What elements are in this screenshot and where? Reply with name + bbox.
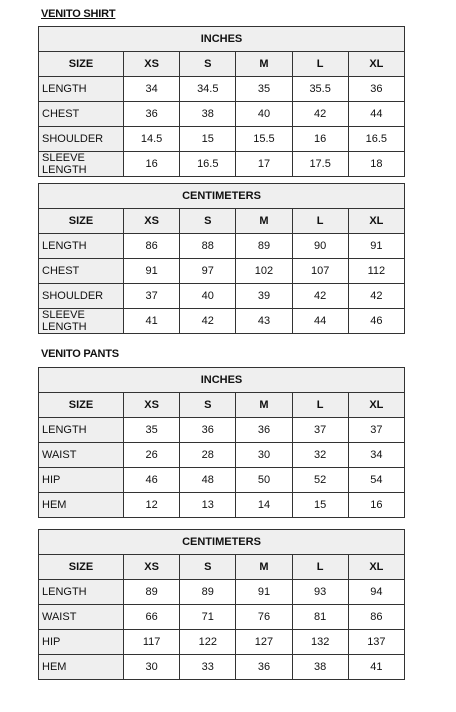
measurement-value: 40 xyxy=(180,284,236,309)
measurement-label: LENGTH xyxy=(39,418,124,443)
measurement-value: 76 xyxy=(236,605,292,630)
table-row xyxy=(39,468,405,493)
measurement-value: 122 xyxy=(180,630,236,655)
measurement-value: 18 xyxy=(348,152,404,177)
size-column-header: SIZE xyxy=(39,393,124,418)
measurement-value: 34 xyxy=(124,77,180,102)
measurement-value: 86 xyxy=(348,605,404,630)
size-header-cell: M xyxy=(236,52,292,77)
table-row xyxy=(39,630,405,655)
measurement-value: 36 xyxy=(348,77,404,102)
size-header-cell: L xyxy=(292,52,348,77)
size-header-cell: S xyxy=(180,555,236,580)
unit-header-row xyxy=(39,368,405,393)
measurement-label: SLEEVE LENGTH xyxy=(39,152,124,177)
measurement-value: 132 xyxy=(292,630,348,655)
measurement-value: 50 xyxy=(236,468,292,493)
unit-label: CENTIMETERS xyxy=(39,184,405,209)
measurement-value: 32 xyxy=(292,443,348,468)
measurement-value: 46 xyxy=(124,468,180,493)
measurement-value: 102 xyxy=(236,259,292,284)
size-column-header: SIZE xyxy=(39,209,124,234)
measurement-value: 14 xyxy=(236,493,292,518)
measurement-value: 28 xyxy=(180,443,236,468)
measurement-value: 54 xyxy=(348,468,404,493)
size-column-header: SIZE xyxy=(39,555,124,580)
size-header-cell: S xyxy=(180,52,236,77)
measurement-label: LENGTH xyxy=(39,77,124,102)
measurement-value: 26 xyxy=(124,443,180,468)
measurement-value: 88 xyxy=(180,234,236,259)
measurement-label: HIP xyxy=(39,630,124,655)
measurement-value: 30 xyxy=(124,655,180,680)
measurement-value: 91 xyxy=(236,580,292,605)
measurement-value: 15.5 xyxy=(236,127,292,152)
measurement-value: 112 xyxy=(348,259,404,284)
shirt-centimeters-table xyxy=(38,183,405,334)
table-row xyxy=(39,77,405,102)
measurement-value: 89 xyxy=(236,234,292,259)
measurement-value: 37 xyxy=(124,284,180,309)
measurement-value: 16.5 xyxy=(180,152,236,177)
measurement-value: 36 xyxy=(236,655,292,680)
measurement-value: 39 xyxy=(236,284,292,309)
size-header-cell: L xyxy=(292,555,348,580)
measurement-value: 16 xyxy=(124,152,180,177)
measurement-value: 38 xyxy=(292,655,348,680)
measurement-value: 127 xyxy=(236,630,292,655)
size-header-cell: L xyxy=(292,393,348,418)
table-row xyxy=(39,152,405,177)
size-header-row xyxy=(39,555,405,580)
size-header-row xyxy=(39,52,405,77)
table-row xyxy=(39,443,405,468)
table-row xyxy=(39,234,405,259)
measurement-value: 15 xyxy=(292,493,348,518)
measurement-value: 14.5 xyxy=(124,127,180,152)
size-header-cell: XL xyxy=(348,209,404,234)
measurement-value: 16.5 xyxy=(348,127,404,152)
measurement-value: 86 xyxy=(124,234,180,259)
measurement-label: WAIST xyxy=(39,605,124,630)
table-row xyxy=(39,309,405,334)
measurement-label: SHOULDER xyxy=(39,127,124,152)
size-header-cell: M xyxy=(236,209,292,234)
measurement-value: 34.5 xyxy=(180,77,236,102)
measurement-value: 90 xyxy=(292,234,348,259)
table-row xyxy=(39,102,405,127)
measurement-value: 41 xyxy=(348,655,404,680)
measurement-value: 42 xyxy=(292,102,348,127)
table-row xyxy=(39,655,405,680)
measurement-value: 94 xyxy=(348,580,404,605)
measurement-value: 16 xyxy=(292,127,348,152)
measurement-value: 41 xyxy=(124,309,180,334)
measurement-value: 17.5 xyxy=(292,152,348,177)
size-header-cell: M xyxy=(236,555,292,580)
measurement-value: 46 xyxy=(348,309,404,334)
measurement-label: WAIST xyxy=(39,443,124,468)
measurement-label: CHEST xyxy=(39,259,124,284)
measurement-value: 34 xyxy=(348,443,404,468)
measurement-label: HIP xyxy=(39,468,124,493)
size-header-row xyxy=(39,393,405,418)
size-header-row xyxy=(39,209,405,234)
table-row xyxy=(39,580,405,605)
measurement-value: 33 xyxy=(180,655,236,680)
measurement-value: 15 xyxy=(180,127,236,152)
unit-label: CENTIMETERS xyxy=(39,530,405,555)
measurement-value: 30 xyxy=(236,443,292,468)
measurement-value: 44 xyxy=(348,102,404,127)
measurement-label: HEM xyxy=(39,493,124,518)
measurement-value: 16 xyxy=(348,493,404,518)
unit-header-row xyxy=(39,184,405,209)
pants-section-title: VENITO PANTS xyxy=(41,348,119,360)
measurement-value: 40 xyxy=(236,102,292,127)
size-header-cell: XS xyxy=(124,52,180,77)
pants-centimeters-table xyxy=(38,529,405,680)
table-row xyxy=(39,127,405,152)
unit-label: INCHES xyxy=(39,368,405,393)
measurement-value: 42 xyxy=(180,309,236,334)
unit-header-row xyxy=(39,530,405,555)
measurement-value: 17 xyxy=(236,152,292,177)
size-column-header: SIZE xyxy=(39,52,124,77)
measurement-label: CHEST xyxy=(39,102,124,127)
measurement-value: 93 xyxy=(292,580,348,605)
measurement-value: 35 xyxy=(236,77,292,102)
shirt-section-title: VENITO SHIRT xyxy=(41,8,116,20)
size-header-cell: XL xyxy=(348,555,404,580)
measurement-value: 89 xyxy=(180,580,236,605)
table-row xyxy=(39,418,405,443)
size-header-cell: XL xyxy=(348,52,404,77)
measurement-value: 117 xyxy=(124,630,180,655)
measurement-value: 107 xyxy=(292,259,348,284)
size-header-cell: XS xyxy=(124,209,180,234)
measurement-value: 44 xyxy=(292,309,348,334)
measurement-label: SHOULDER xyxy=(39,284,124,309)
measurement-value: 89 xyxy=(124,580,180,605)
measurement-value: 36 xyxy=(180,418,236,443)
measurement-value: 43 xyxy=(236,309,292,334)
measurement-value: 37 xyxy=(292,418,348,443)
measurement-value: 12 xyxy=(124,493,180,518)
shirt-inches-table xyxy=(38,26,405,177)
measurement-value: 35 xyxy=(124,418,180,443)
measurement-value: 48 xyxy=(180,468,236,493)
measurement-value: 38 xyxy=(180,102,236,127)
measurement-label: SLEEVE LENGTH xyxy=(39,309,124,334)
size-header-cell: L xyxy=(292,209,348,234)
measurement-value: 81 xyxy=(292,605,348,630)
size-header-cell: XS xyxy=(124,555,180,580)
table-row xyxy=(39,605,405,630)
measurement-label: HEM xyxy=(39,655,124,680)
size-header-cell: XL xyxy=(348,393,404,418)
measurement-value: 91 xyxy=(124,259,180,284)
table-row xyxy=(39,259,405,284)
measurement-value: 66 xyxy=(124,605,180,630)
measurement-value: 71 xyxy=(180,605,236,630)
unit-header-row xyxy=(39,27,405,52)
table-row xyxy=(39,493,405,518)
measurement-value: 97 xyxy=(180,259,236,284)
measurement-label: LENGTH xyxy=(39,234,124,259)
measurement-value: 13 xyxy=(180,493,236,518)
table-row xyxy=(39,284,405,309)
pants-inches-table xyxy=(38,367,405,518)
measurement-value: 37 xyxy=(348,418,404,443)
measurement-value: 91 xyxy=(348,234,404,259)
measurement-label: LENGTH xyxy=(39,580,124,605)
size-header-cell: S xyxy=(180,209,236,234)
measurement-value: 52 xyxy=(292,468,348,493)
measurement-value: 36 xyxy=(236,418,292,443)
measurement-value: 35.5 xyxy=(292,77,348,102)
size-header-cell: S xyxy=(180,393,236,418)
size-header-cell: M xyxy=(236,393,292,418)
measurement-value: 42 xyxy=(292,284,348,309)
measurement-value: 137 xyxy=(348,630,404,655)
unit-label: INCHES xyxy=(39,27,405,52)
measurement-value: 42 xyxy=(348,284,404,309)
size-header-cell: XS xyxy=(124,393,180,418)
measurement-value: 36 xyxy=(124,102,180,127)
